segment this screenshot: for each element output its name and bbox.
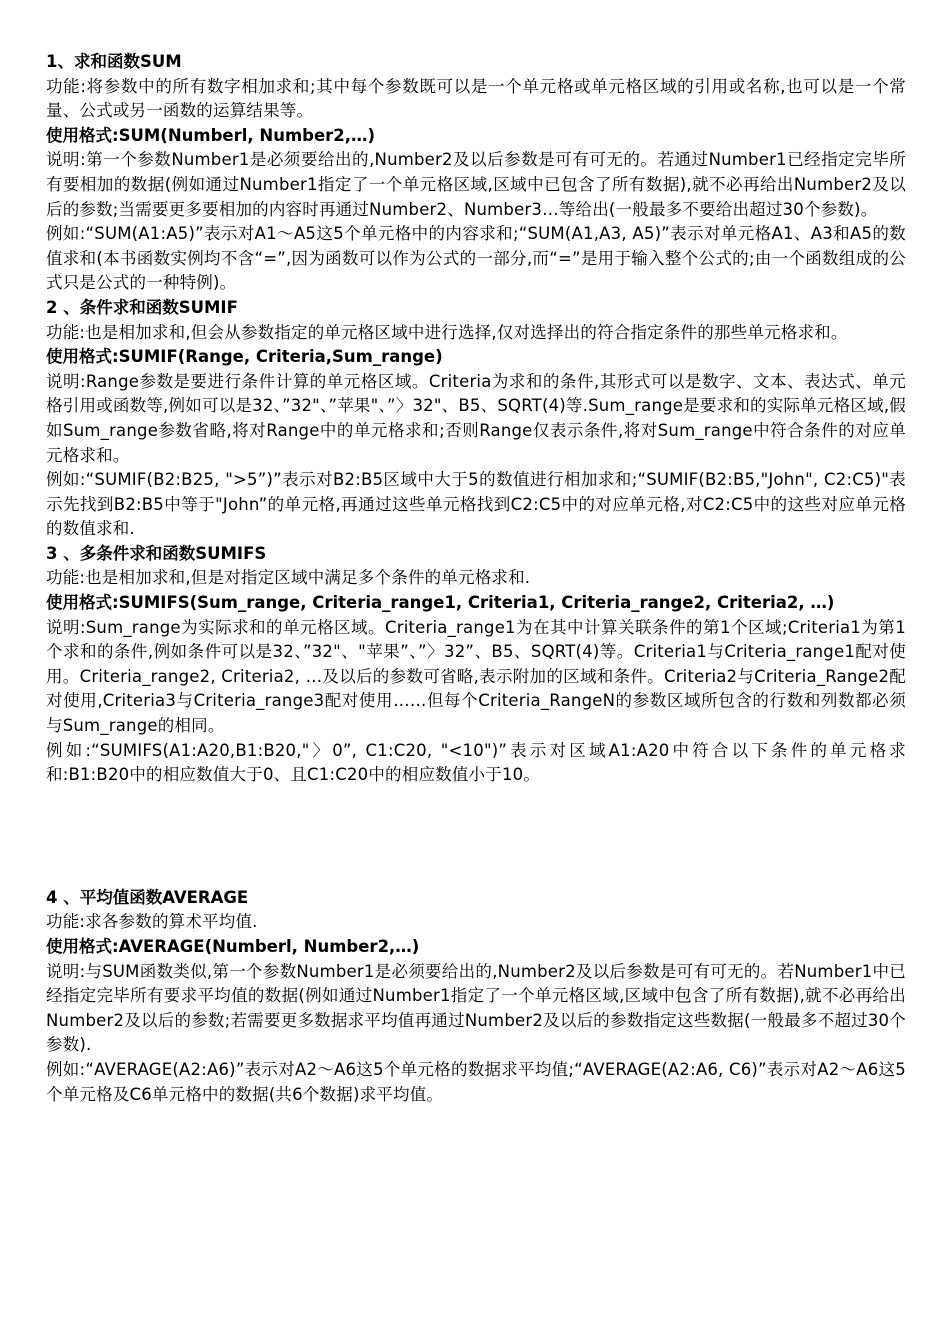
usage-note: 说明:与SUM函数类似,第一个参数Number1是必须要给出的,Number2及以后参数是可有可无的。若Number1中已经指定完毕所有要求平均值的数据(例如通过Number1指定了一个单元格区域,区域中包含了所有数据),就不必再给出Number2及以后的参数;若需要更多数据求平均值再通过Number2及以后的参数指定这些数据(一般最多不超过30个参数). (46, 961, 906, 1055)
section-sumif (46, 296, 906, 542)
usage-format: 使用格式:SUMIF(Range, Criteria,Sum_range) (46, 347, 443, 367)
section-average (46, 886, 906, 1107)
usage-example: 例如:“SUM(A1:A5)”表示对A1～A5这5个单元格中的内容求和;“SUM(A1,A3, A5)”表示对单元格A1、A3和A5的数值求和(本书函数实例均不含“=”,因为函数可以作为公式的一部分,而“=”是用于输入整个公式的;由一个函数组成的公式只是公式的一种特例)。 (46, 224, 906, 293)
usage-note: 说明:Sum_range为实际求和的单元格区域。Criteria_range1为在其中计算关联条件的第1个区域;Criteria1为第1个求和的条件,例如条件可以是32、”32"、"苹果”、”〉32”、B5、SQRT(4)等。Criteria1与Criteria_range1配对使用。Criteria_range2, Criteria2, …及以后的参数可省略,表示附加的区域和条件。Criteria2与Criteria_Range2配对使用,Criteria3与Criteria_range3配对使用……但每个Criteria_RangeN的参数区域所包含的行数和列数都必须与Sum_range的相同。 (46, 617, 906, 736)
usage-example: 例如:“SUMIF(B2:B25, ">5”)”表示对B2:B5区域中大于5的数值进行相加求和;“SUMIF(B2:B5,"John", C2:C5)"表示先找到B2:B5中等于"John”的单元格,再通过这些单元格找到C2:C5中的对应单元格,对C2:C5中的这些对应单元格的数值求和. (46, 470, 906, 539)
section-heading: 3 、多条件求和函数SUMIFS (46, 543, 267, 563)
usage-note: 说明:Range参数是要进行条件计算的单元格区域。Criteria为求和的条件,其形式可以是数字、文本、表达式、单元格引用或函数等,例如可以是32、”32"、”苹果"、”〉32"、B5、SQRT(4)等.Sum_range是要求和的实际单元格区域,假如Sum_range参数省略,将对Range中的单元格求和;否则Range仅表示条件,将对Sum_range中符合条件的对应单元格求和。 (46, 371, 906, 465)
function-description: 功能:也是相加求和,但是对指定区域中满足多个条件的单元格求和. (46, 568, 531, 588)
usage-format: 使用格式:SUMIFS(Sum_range, Criteria_range1, Criteria1, Criteria_range2, Criteria2, …) (46, 593, 835, 613)
function-description: 功能:求各参数的算术平均值. (46, 912, 258, 932)
section-heading: 2 、条件求和函数SUMIF (46, 297, 238, 317)
document-page (46, 50, 906, 1107)
usage-format: 使用格式:AVERAGE(Numberl, Number2,…) (46, 937, 420, 956)
section-heading: 4 、平均值函数AVERAGE (46, 887, 249, 907)
blank-gap (46, 788, 906, 886)
section-sumifs (46, 542, 906, 788)
usage-format: 使用格式:SUM(Numberl, Number2,…) (46, 125, 376, 145)
function-description: 功能:将参数中的所有数字相加求和;其中每个参数既可以是一个单元格或单元格区域的引用或名称,也可以是一个常量、公式或另一函数的运算结果等。 (46, 76, 906, 121)
section-sum (46, 50, 906, 296)
function-description: 功能:也是相加求和,但会从参数指定的单元格区域中进行选择,仅对选择出的符合指定条件的那些单元格求和。 (46, 322, 848, 342)
usage-example: 例如:“SUMIFS(A1:A20,B1:B20,"〉0”, C1:C20, "<10")”表示对区域A1:A20中符合以下条件的单元格求和:B1:B20中的相应数值大于0、且C1:C20中的相应数值小于10。 (46, 740, 906, 785)
section-heading: 1、求和函数SUM (46, 52, 182, 71)
usage-example: 例如:“AVERAGE(A2:A6)”表示对A2～A6这5个单元格的数据求平均值;“AVERAGE(A2:A6, C6)”表示对A2～A6这5个单元格及C6单元格中的数据(共6个数据)求平均值。 (46, 1059, 906, 1104)
usage-note: 说明:第一个参数Number1是必须要给出的,Number2及以后参数是可有可无的。若通过Number1已经指定完毕所有要相加的数据(例如通过Number1指定了一个单元格区域,区域中已包含了所有数据),就不必再给出Number2及以后的参数;当需要更多要相加的内容时再通过Number2、Number3…等给出(一般最多不要给出超过30个参数)。 (46, 150, 906, 219)
